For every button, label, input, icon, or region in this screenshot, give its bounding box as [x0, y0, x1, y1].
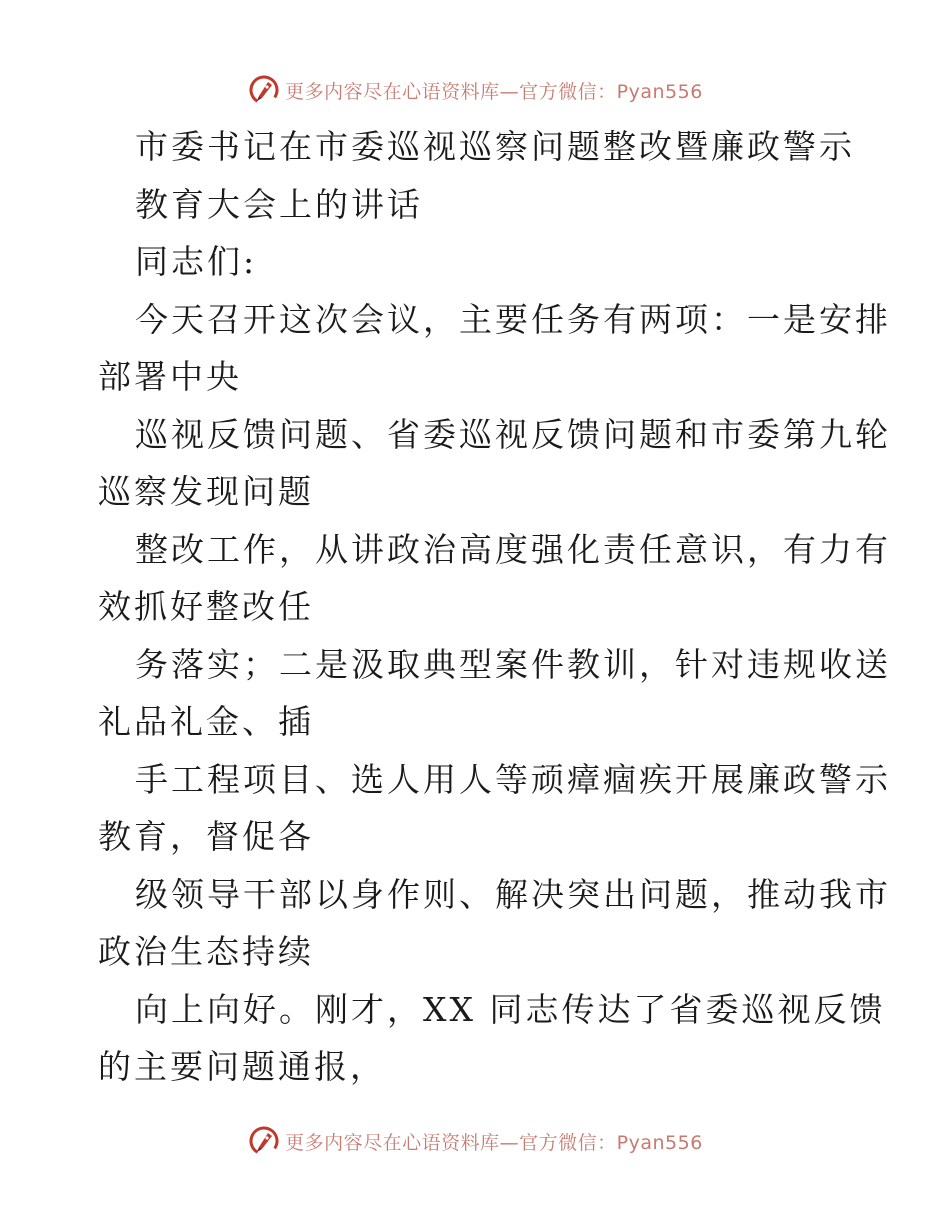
fountain-pen-logo-icon	[247, 1124, 281, 1158]
paragraph-line: 务落实；二是汲取典型案件教训，针对违规收送	[135, 644, 891, 684]
paragraph-line: 效抓好整改任	[98, 587, 314, 626]
paragraph-line: 整改工作，从讲政治高度强化责任意识，有力有	[135, 529, 891, 569]
footer-banner	[0, 1121, 950, 1161]
paragraph-line: 部署中央	[98, 357, 242, 396]
paragraph-line: 级领导干部以身作则、解决突出问题，推动我市	[135, 874, 891, 914]
title-line-1: 市委书记在市委巡视巡察问题整改暨廉政警示	[135, 127, 855, 166]
header-banner	[0, 70, 950, 110]
header-banner-text: 更多内容尽在心语资料库—官方微信：Pyan556	[285, 80, 703, 103]
paragraph-line: 手工程项目、选人用人等顽瘴痼疾开展廉政警示	[135, 759, 891, 799]
fountain-pen-logo-icon	[247, 73, 281, 107]
paragraph-line: 的主要问题通报，	[98, 1047, 386, 1086]
paragraph-line: 向上向好。刚才，XX 同志传达了省委巡视反馈	[135, 989, 886, 1029]
document-body	[98, 118, 891, 1096]
paragraph-line: 巡视反馈问题、省委巡视反馈问题和市委第九轮	[135, 414, 891, 454]
paragraph-line: 教育，督促各	[98, 817, 314, 856]
footer-banner-text: 更多内容尽在心语资料库—官方微信：Pyan556	[285, 1131, 703, 1154]
salutation: 同志们:	[135, 242, 258, 281]
title-line-2: 教育大会上的讲话	[135, 184, 423, 224]
paragraph-line: 巡察发现问题	[98, 472, 314, 511]
paragraph-line: 政治生态持续	[98, 932, 314, 971]
paragraph-line: 礼品礼金、插	[98, 702, 314, 741]
paragraph-line: 今天召开这次会议，主要任务有两项：一是安排	[135, 299, 891, 339]
